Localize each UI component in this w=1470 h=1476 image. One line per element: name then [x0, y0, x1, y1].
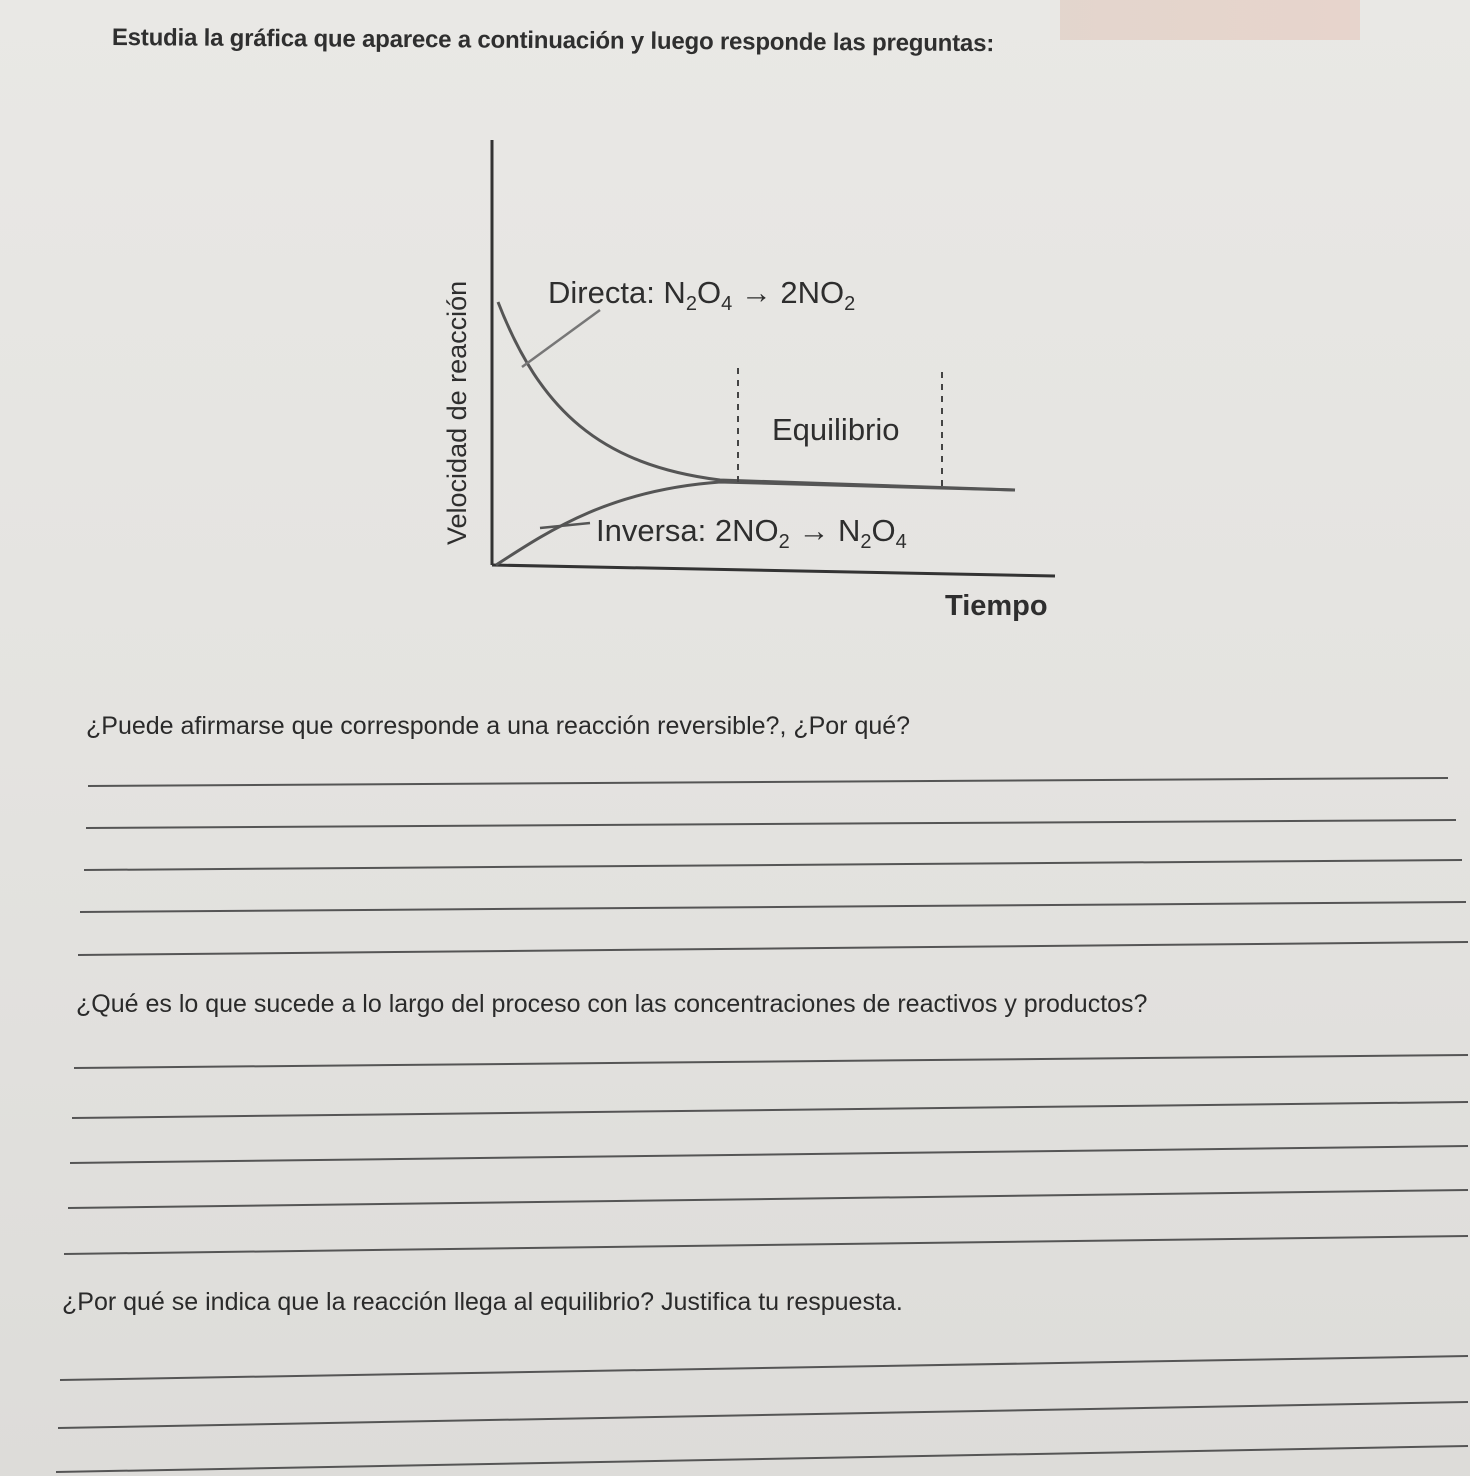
inversa-prefix: Inversa: [596, 513, 715, 548]
inversa-reactant-sub: 2 [778, 531, 790, 553]
answer-line-q2-1[interactable] [74, 1055, 1468, 1068]
x-axis-label: Tiempo [945, 590, 1048, 622]
directa-reactant-o-sub: 4 [721, 293, 733, 315]
answer-line-q1-1[interactable] [88, 778, 1448, 786]
question-2: ¿Qué es lo que sucede a lo largo del proceso con las concentraciones de reactivos y productos? [76, 990, 1148, 1018]
directa-product: 2NO [780, 275, 845, 310]
inversa-product-n: N [838, 513, 861, 548]
inversa-product-o-sub: 4 [895, 531, 907, 553]
answer-line-q1-4[interactable] [80, 902, 1466, 912]
answer-line-q1-2[interactable] [86, 820, 1456, 828]
answer-line-q2-2[interactable] [72, 1102, 1468, 1118]
question-3: ¿Por qué se indica que la reacción llega al equilibrio? Justifica tu respuesta. [62, 1288, 903, 1316]
directa-reactant-n-sub: 2 [685, 293, 697, 315]
answer-line-q2-3[interactable] [70, 1146, 1468, 1163]
answer-line-q1-3[interactable] [84, 860, 1462, 870]
answer-line-q3-2[interactable] [58, 1402, 1468, 1428]
inversa-product-o: O [871, 513, 896, 548]
directa-reactant-n: N [663, 275, 686, 310]
directa-arrow: → [732, 275, 781, 310]
instruction-heading: Estudia la gráfica que aparece a continuación y luego responde las preguntas: [111, 24, 995, 58]
answer-line-q2-5[interactable] [64, 1236, 1468, 1254]
directa-reactant-o: O [696, 275, 722, 310]
answer-line-q1-5[interactable] [78, 942, 1468, 955]
directa-product-sub: 2 [844, 293, 856, 315]
inversa-product-n-sub: 2 [860, 531, 872, 553]
y-axis-label: Velocidad de reacción [442, 280, 472, 545]
answer-line-q2-4[interactable] [68, 1190, 1468, 1208]
answer-line-q3-3[interactable] [56, 1446, 1468, 1472]
inversa-arrow: → [789, 513, 838, 548]
equilibrio-label: Equilibrio [772, 412, 900, 447]
inversa-reactant: 2NO [714, 513, 779, 548]
directa-prefix: Directa: [548, 275, 664, 310]
answer-line-q3-1[interactable] [60, 1356, 1468, 1380]
question-1: ¿Puede afirmarse que corresponde a una reacción reversible?, ¿Por qué? [86, 712, 911, 740]
